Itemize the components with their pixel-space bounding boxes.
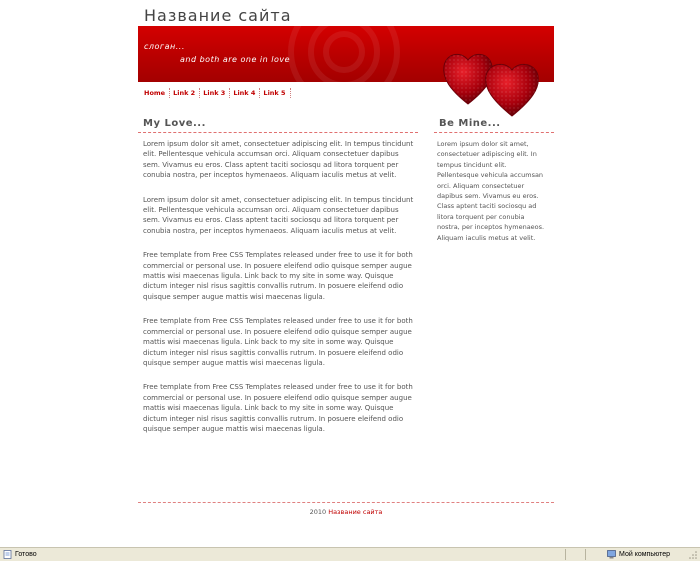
main-paragraph: Lorem ipsum dolor sit amet, consectetuer adipiscing elit. In tempus tincidunt elit. Pellentesque vehicula accumsan orci. Aliquam consectetuer dapibus sem. Vivamus eu eros. Class aptent taciti sociosqu ad litora torquent per conubia nostra, per inceptos hymenaeos. Aliquam iaculis metus at velit. xyxy=(143,195,414,235)
nav-link-4[interactable]: Link 4 xyxy=(233,88,260,98)
nav-link-5[interactable]: Link 5 xyxy=(263,88,290,98)
main-content xyxy=(138,114,418,448)
sidebar-heading: Be Mine... xyxy=(434,114,554,133)
status-zone xyxy=(607,550,670,559)
header-banner xyxy=(138,26,554,82)
computer-icon xyxy=(607,550,616,559)
resize-grip-icon[interactable] xyxy=(688,550,698,560)
status-divider xyxy=(585,549,586,560)
status-text: Готово xyxy=(15,551,37,558)
browser-status-bar xyxy=(0,547,700,561)
footer-year: 2010 xyxy=(309,508,327,516)
main-paragraph: Lorem ipsum dolor sit amet, consectetuer adipiscing elit. In tempus tincidunt elit. Pellentesque vehicula accumsan orci. Aliquam consectetuer dapibus sem. Vivamus eu eros. Class aptent taciti sociosqu ad litora torquent per conubia nostra, per inceptos hymenaeos. Aliquam iaculis metus at velit. xyxy=(143,140,414,180)
footer-site-link[interactable]: Название сайта xyxy=(328,508,383,516)
hearts-image xyxy=(440,42,560,122)
tagline: and both are one in love xyxy=(180,55,291,64)
page-done-icon xyxy=(3,550,12,559)
main-heading: My Love... xyxy=(138,114,418,133)
zone-text: Мой компьютер xyxy=(619,551,670,558)
nav-menu xyxy=(142,88,294,98)
nav-link-3[interactable]: Link 3 xyxy=(203,88,230,98)
banner-ring-decoration xyxy=(323,31,365,73)
site-title[interactable]: Название сайта xyxy=(144,6,292,25)
footer xyxy=(138,508,554,516)
main-paragraph: Free template from Free CSS Templates released under free to use it for both commercial or personal use. In posuere eleifend odio quisque semper augue mattis wisi maecenas ligula. Link back to my site in some way. Quisque dictum integer nisl risus sagittis convallis rutrum. In posuere eleifend odio quisque semper augue mattis wisi maecenas ligula. xyxy=(143,383,413,433)
nav-link-home[interactable]: Home xyxy=(142,88,170,98)
sidebar-text xyxy=(434,133,554,243)
sidebar xyxy=(434,114,554,243)
slogan: слоган... xyxy=(144,42,185,51)
main-text xyxy=(138,133,418,434)
status-left xyxy=(3,550,37,559)
status-divider xyxy=(565,549,566,560)
nav-link-2[interactable]: Link 2 xyxy=(173,88,200,98)
main-paragraph: Free template from Free CSS Templates released under free to use it for both commercial or personal use. In posuere eleifend odio quisque semper augue mattis wisi maecenas ligula. Link back to my site in some way. Quisque dictum integer nisl risus sagittis convallis rutrum. In posuere eleifend odio quisque semper augue mattis wisi maecenas ligula. xyxy=(143,251,413,301)
sidebar-paragraph: Lorem ipsum dolor sit amet, consectetuer adipiscing elit. In tempus tincidunt elit. Pellentesque vehicula accumsan orci. Aliquam consectetuer dapibus sem. Vivamus eu eros. Class aptent taciti sociosqu ad litora torquent per conubia nostra, per inceptos hymenaeos. Aliquam iaculis metus at velit. xyxy=(437,140,545,242)
footer-divider xyxy=(138,502,554,503)
main-paragraph: Free template from Free CSS Templates released under free to use it for both commercial or personal use. In posuere eleifend odio quisque semper augue mattis wisi maecenas ligula. Link back to my site in some way. Quisque dictum integer nisl risus sagittis convallis rutrum. In posuere eleifend odio quisque semper augue mattis wisi maecenas ligula. xyxy=(143,317,413,367)
